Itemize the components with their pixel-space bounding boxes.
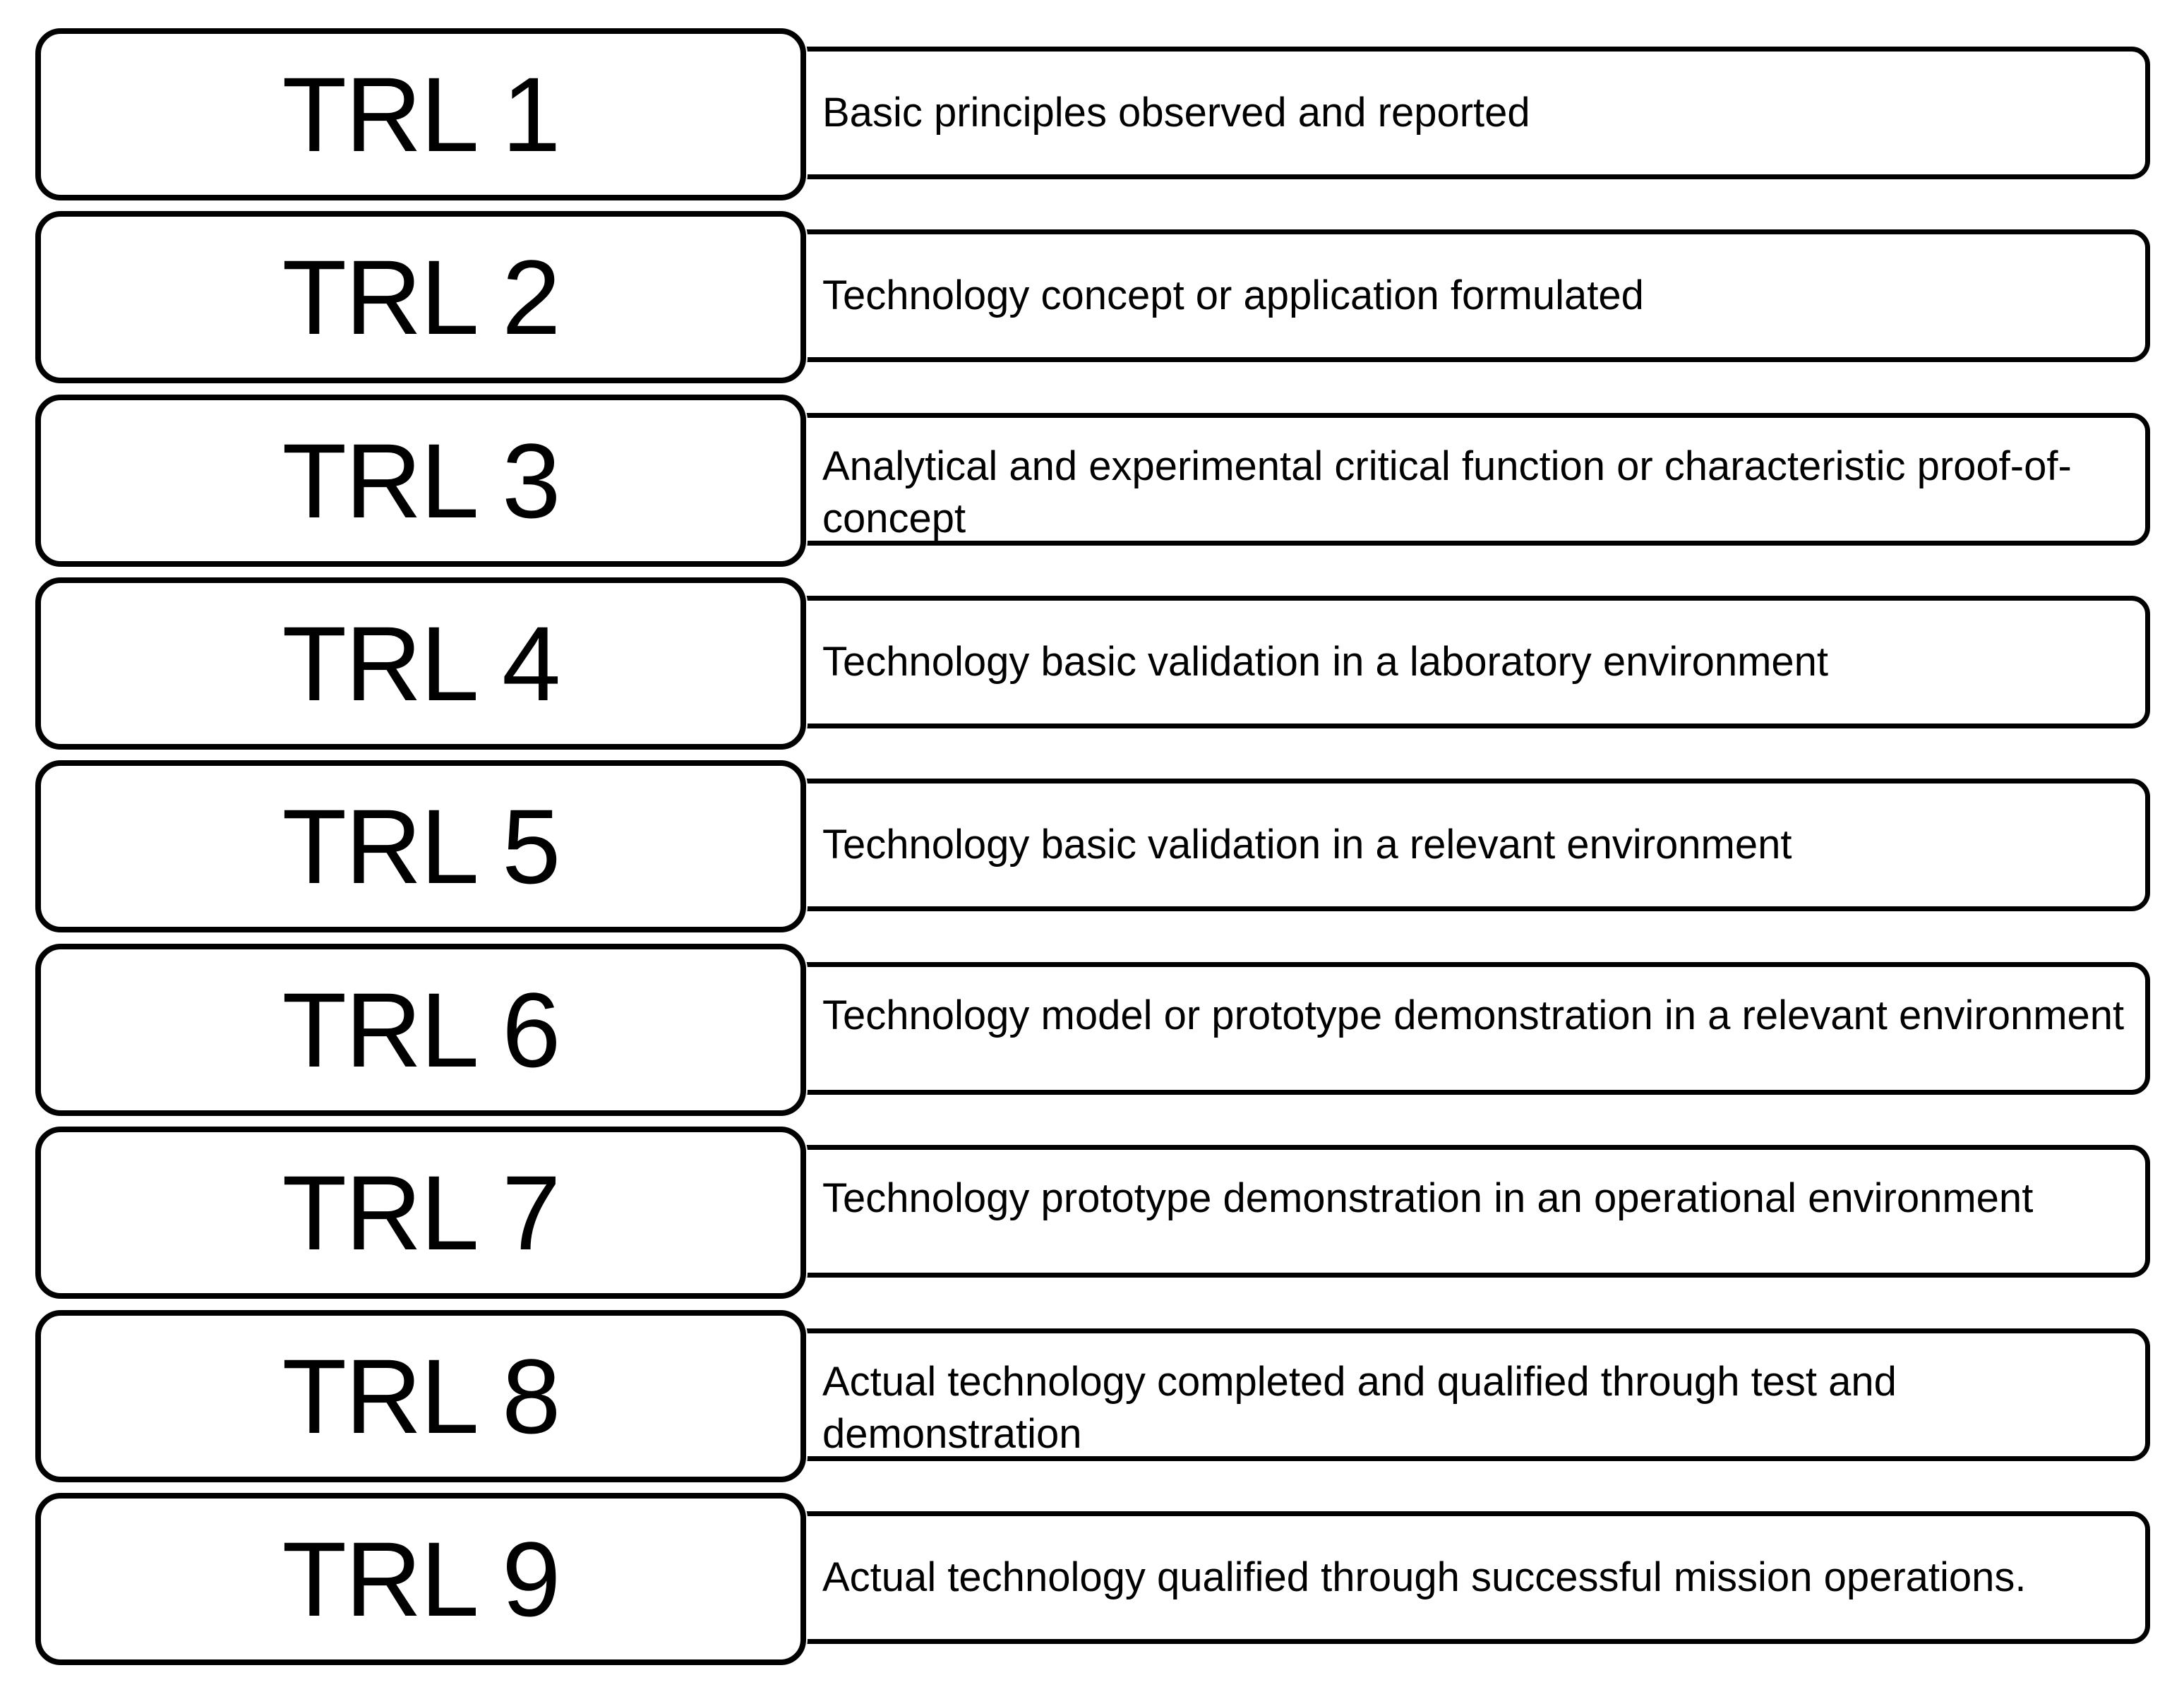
trl-label-box xyxy=(35,1493,806,1665)
trl-row-5 xyxy=(0,760,2184,937)
trl-label: TRL 7 xyxy=(282,1153,560,1272)
trl-description-box xyxy=(762,1328,2150,1461)
trl-label: TRL 6 xyxy=(282,971,560,1089)
trl-row-8 xyxy=(0,1310,2184,1487)
trl-description-box xyxy=(762,229,2150,362)
trl-description: Technology prototype demonstration in an operational environment xyxy=(822,1175,2034,1221)
trl-description-box xyxy=(762,962,2150,1095)
trl-description: Technology basic validation in a relevant environment xyxy=(822,822,1792,867)
trl-description: Technology concept or application formulated xyxy=(822,272,1644,318)
trl-label-box xyxy=(35,395,806,567)
trl-row-4 xyxy=(0,577,2184,754)
trl-label: TRL 5 xyxy=(282,787,560,906)
trl-row-1 xyxy=(0,28,2184,205)
trl-row-7 xyxy=(0,1127,2184,1303)
trl-description: Technology model or prototype demonstration in a relevant environment xyxy=(822,992,2125,1038)
trl-description-box xyxy=(762,47,2150,179)
trl-row-6 xyxy=(0,944,2184,1120)
trl-label-box xyxy=(35,760,806,932)
trl-label-box xyxy=(35,944,806,1116)
trl-description: Technology basic validation in a laboratory environment xyxy=(822,639,1829,685)
trl-description: Actual technology completed and qualified through test and demonstration xyxy=(822,1359,1897,1457)
trl-description-box xyxy=(762,1511,2150,1644)
trl-label-box xyxy=(35,577,806,750)
trl-label: TRL 8 xyxy=(282,1337,560,1455)
trl-row-3 xyxy=(0,395,2184,571)
trl-label-box xyxy=(35,1310,806,1482)
trl-description-box xyxy=(762,413,2150,546)
trl-row-9 xyxy=(0,1493,2184,1669)
trl-label-box xyxy=(35,28,806,200)
trl-label: TRL 1 xyxy=(282,55,560,174)
trl-description-box xyxy=(762,779,2150,911)
trl-description: Analytical and experimental critical function or characteristic proof-of-concept xyxy=(822,443,2072,541)
trl-label: TRL 9 xyxy=(282,1520,560,1638)
trl-label: TRL 4 xyxy=(282,604,560,723)
trl-description: Actual technology qualified through successful mission operations. xyxy=(822,1554,2027,1600)
trl-label: TRL 3 xyxy=(282,421,560,540)
trl-label: TRL 2 xyxy=(282,238,560,356)
trl-label-box xyxy=(35,1127,806,1299)
trl-label-box xyxy=(35,211,806,383)
trl-description-box xyxy=(762,596,2150,728)
trl-description-box xyxy=(762,1145,2150,1278)
trl-description: Basic principles observed and reported xyxy=(822,90,1530,136)
trl-row-2 xyxy=(0,211,2184,388)
